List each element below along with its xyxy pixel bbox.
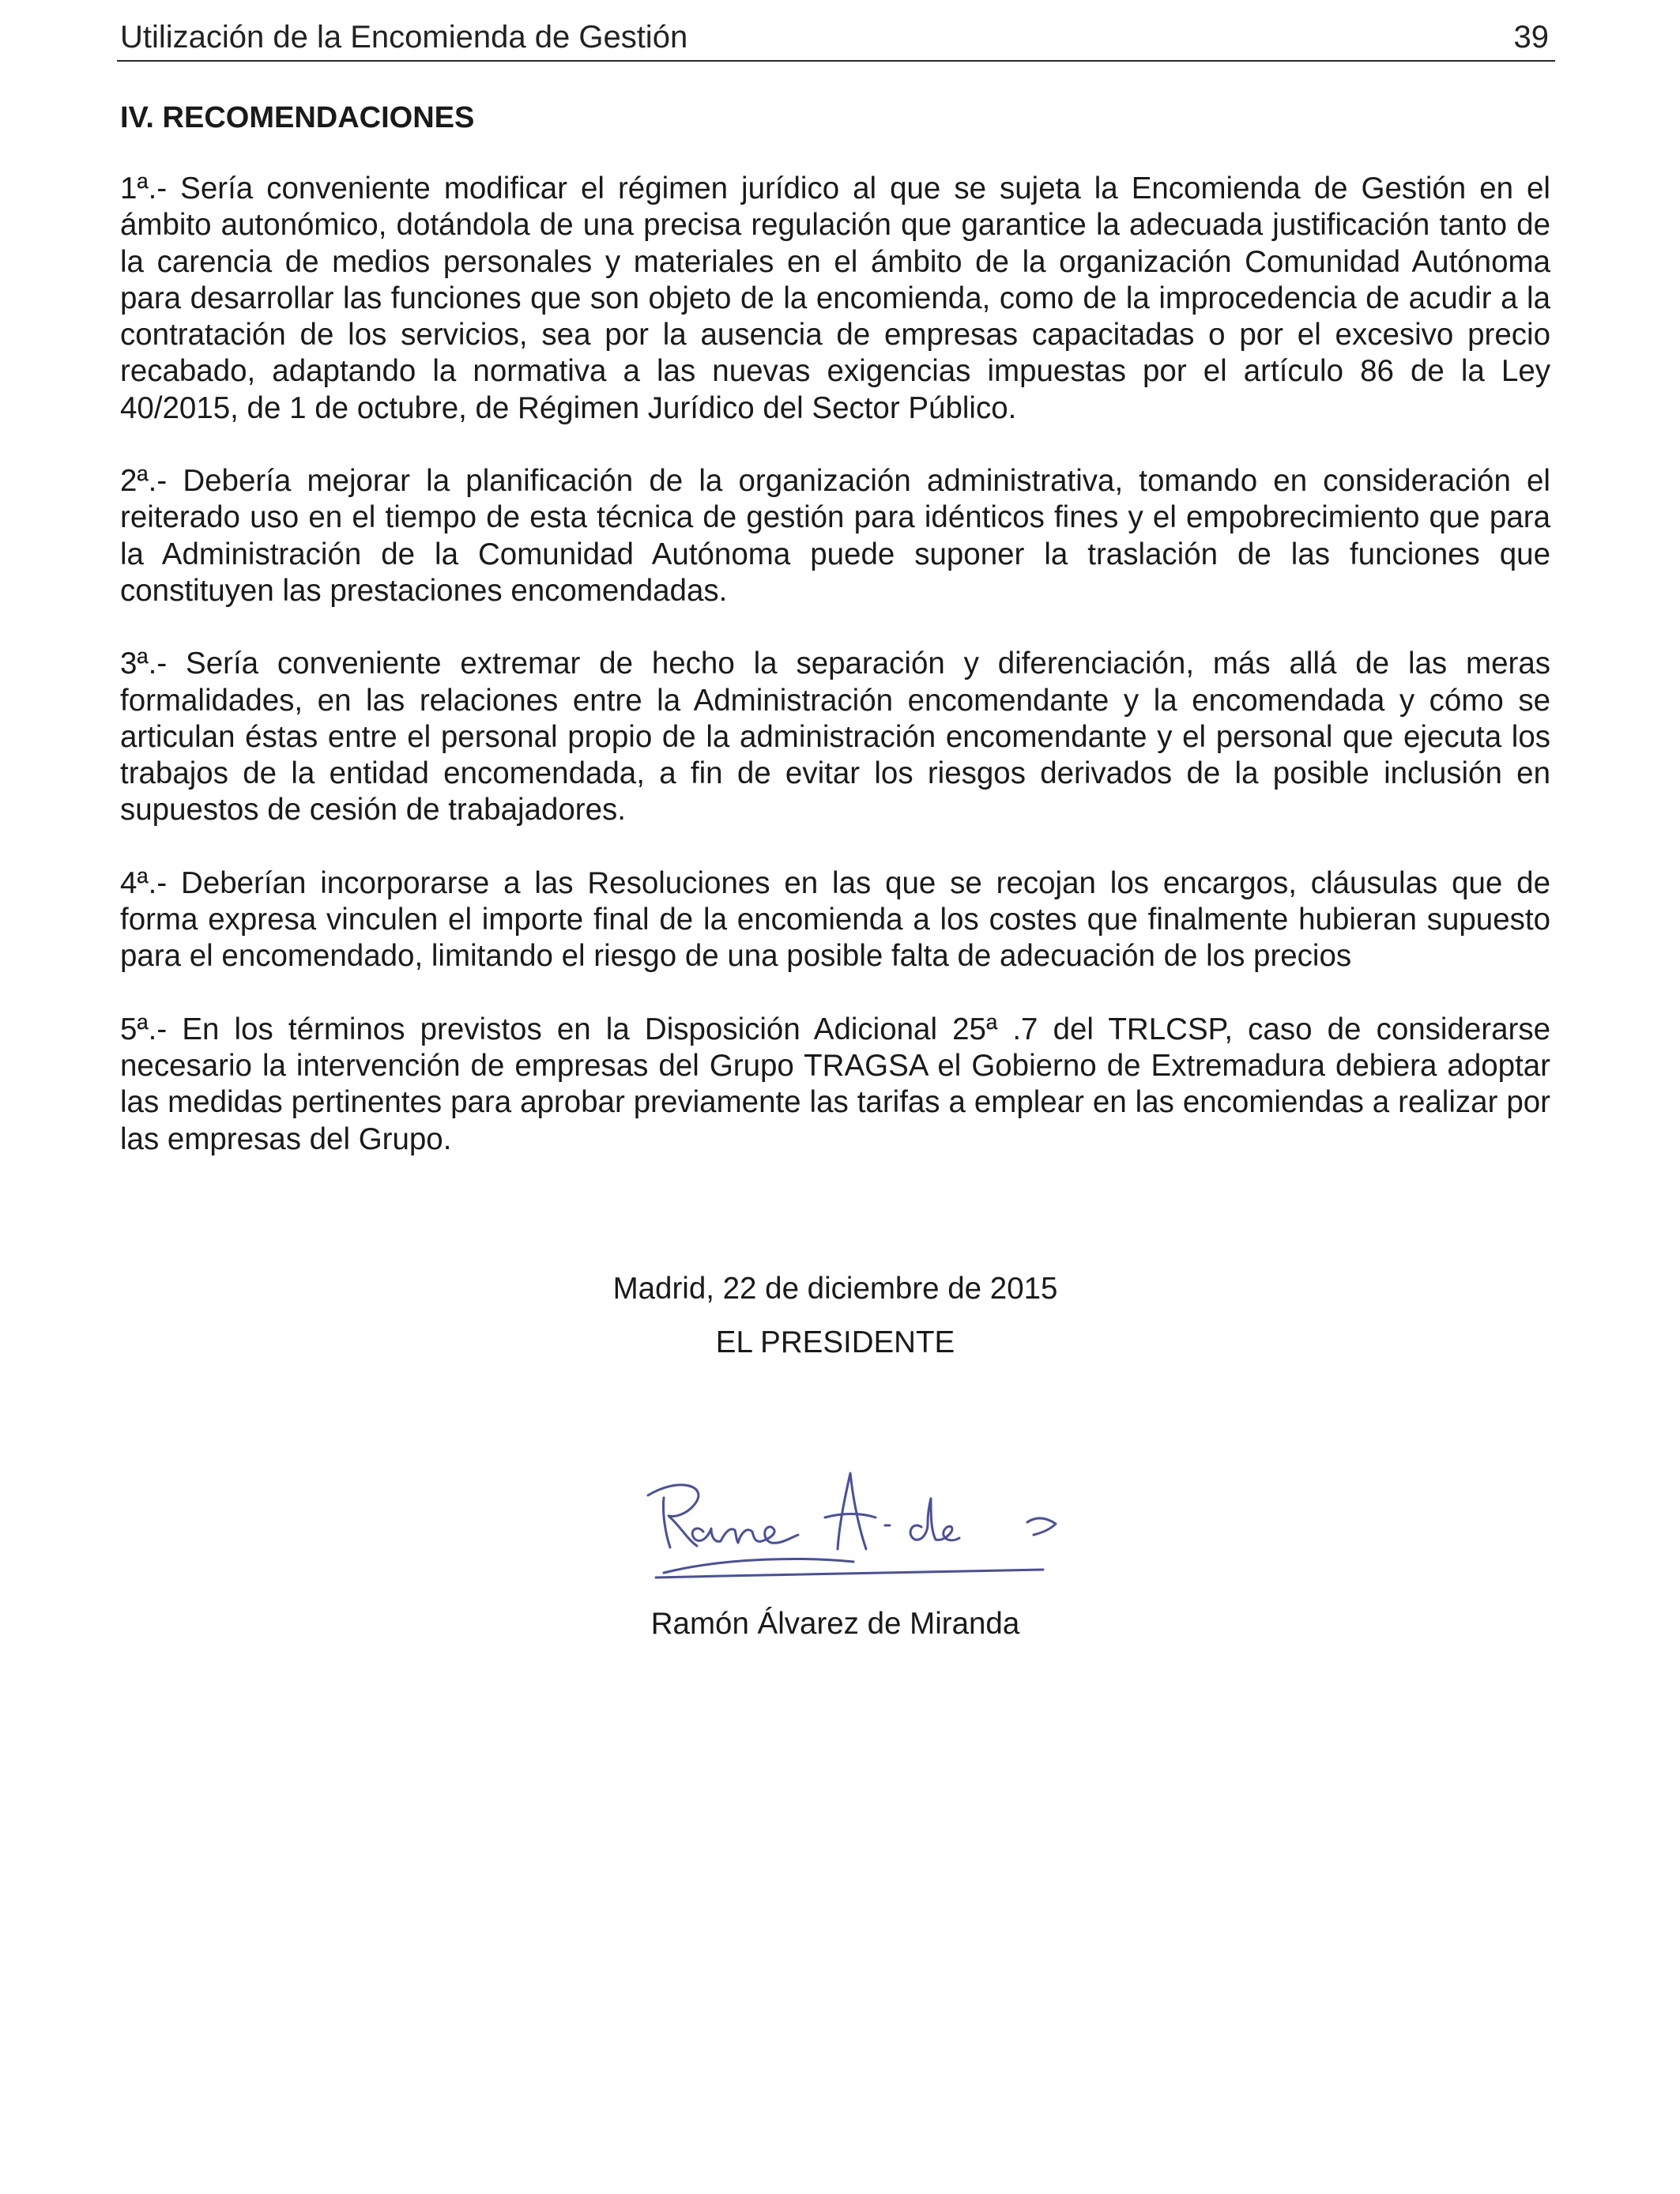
signer-name: Ramón Álvarez de Miranda	[650, 1607, 1020, 1641]
handwritten-signature	[632, 1438, 1075, 1596]
signer-office: EL PRESIDENTE	[715, 1325, 955, 1359]
document-title: Utilización de la Encomienda de Gestión	[120, 20, 688, 55]
recommendation-1: 1ª.- Sería conveniente modificar el régimen jurídico al que se sujeta la Encomienda de Gestión en el ámbito autonómico, dotándola de una precisa regulación que garantice la adecuada justificación tanto de la carencia de medios personales y materiales en el ámbito de la organización Comunidad Autónoma para desarrollar las funciones que son objeto de la encomienda, como de la improcedencia de acudir a la contratación de los servicios, sea por la ausencia de empresas capacitadas o por el excesivo precio recabado, adaptando la normativa a las nuevas exigencias impuestas por el artículo 86 de la Ley 40/2015, de 1 de octubre, de Régimen Jurídico del Sector Público.	[120, 172, 1550, 425]
section-heading: IV. RECOMENDACIONES	[120, 101, 475, 134]
recommendations-list	[120, 171, 1550, 1194]
recommendation-2: 2ª.- Debería mejorar la planificación de la organización administrativa, tomando en consideración el reiterado uso en el tiempo de esta técnica de gestión para idénticos fines y el empobrecimiento que para la Administración de la Comunidad Autónoma puede suponer la traslación de las funciones que constituyen las prestaciones encomendadas.	[120, 464, 1550, 608]
page-number: 39	[1513, 20, 1549, 55]
recommendation-5: 5ª.- En los términos previstos en la Disposición Adicional 25ª .7 del TRLCSP, caso de considerarse necesario la intervención de empresas del Grupo TRAGSA el Gobierno de Extremadura debiera adoptar las medidas pertinentes para aprobar previamente las tarifas a emplear en las encomiendas a realizar por las empresas del Grupo.	[120, 1012, 1550, 1156]
recommendation-3: 3ª.- Sería conveniente extremar de hecho la separación y diferenciación, más allá de las meras formalidades, en las relaciones entre la Administración encomendante y la encomendada y cómo se articulan éstas entre el personal propio de la administración encomendante y el personal que ejecuta los trabajos de la entidad encomendada, a fin de evitar los riesgos derivados de la posible inclusión en supuestos de cesión de trabajadores.	[120, 647, 1550, 827]
place-and-date: Madrid, 22 de diciembre de 2015	[612, 1272, 1058, 1306]
recommendation-4: 4ª.- Deberían incorporarse a las Resoluciones en las que se recojan los encargos, cláusulas que de forma expresa vinculen el importe final de la encomienda a los costes que finalmente hubieran supuesto para el encomendado, limitando el riesgo de una posible falta de adecuación de los precios	[120, 865, 1550, 974]
page-header	[117, 16, 1555, 62]
